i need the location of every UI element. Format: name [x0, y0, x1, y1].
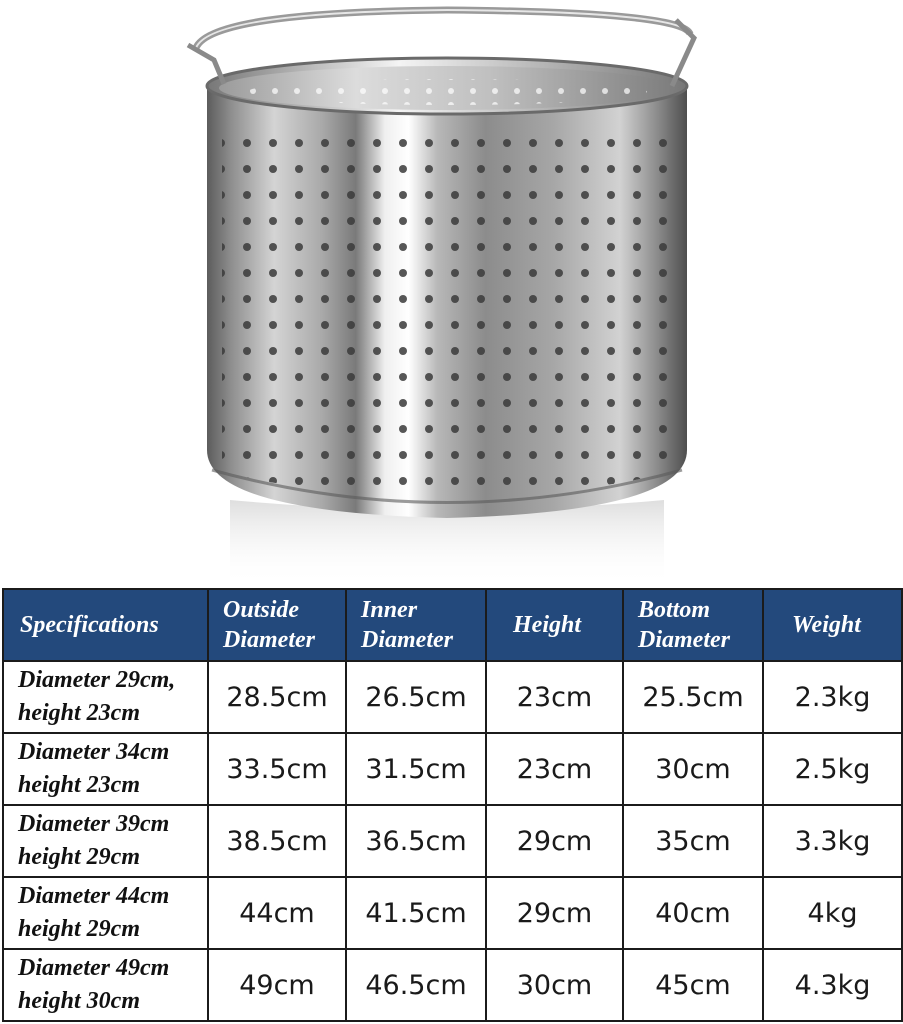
- table-row: [3, 733, 902, 805]
- header-height: Height: [486, 589, 623, 661]
- cell-outside-diameter: 44cm: [208, 877, 346, 949]
- cell-inner-diameter: 26.5cm: [346, 661, 486, 733]
- cell-weight: 4.3kg: [763, 949, 902, 1021]
- cell-height: 23cm: [486, 733, 623, 805]
- table-row: [3, 661, 902, 733]
- cell-outside-diameter: 38.5cm: [208, 805, 346, 877]
- row-spec-label: Diameter 49cm height 30cm: [3, 949, 208, 1021]
- row-spec-label: Diameter 34cm height 23cm: [3, 733, 208, 805]
- table-row: [3, 949, 902, 1021]
- cell-inner-diameter: 36.5cm: [346, 805, 486, 877]
- cell-height: 23cm: [486, 661, 623, 733]
- cell-weight: 4kg: [763, 877, 902, 949]
- cell-bottom-diameter: 45cm: [623, 949, 763, 1021]
- cell-height: 30cm: [486, 949, 623, 1021]
- row-spec-label: Diameter 39cm height 29cm: [3, 805, 208, 877]
- cell-height: 29cm: [486, 805, 623, 877]
- cell-bottom-diameter: 35cm: [623, 805, 763, 877]
- header-weight: Weight: [763, 589, 902, 661]
- row-spec-label: Diameter 29cm, height 23cm: [3, 661, 208, 733]
- header-specifications: Specifications: [3, 589, 208, 661]
- cell-weight: 2.5kg: [763, 733, 902, 805]
- header-outside-diameter: Outside Diameter: [208, 589, 346, 661]
- specifications-table: [2, 588, 903, 1022]
- header-inner-diameter: Inner Diameter: [346, 589, 486, 661]
- cell-outside-diameter: 49cm: [208, 949, 346, 1021]
- cell-bottom-diameter: 40cm: [623, 877, 763, 949]
- table-row: [3, 877, 902, 949]
- cell-inner-diameter: 31.5cm: [346, 733, 486, 805]
- cell-bottom-diameter: 30cm: [623, 733, 763, 805]
- cell-height: 29cm: [486, 877, 623, 949]
- table-header-row: [3, 589, 902, 661]
- row-spec-label: Diameter 44cm height 29cm: [3, 877, 208, 949]
- cell-bottom-diameter: 25.5cm: [623, 661, 763, 733]
- cell-weight: 2.3kg: [763, 661, 902, 733]
- cell-inner-diameter: 41.5cm: [346, 877, 486, 949]
- cell-outside-diameter: 33.5cm: [208, 733, 346, 805]
- table-row: [3, 805, 902, 877]
- cell-weight: 3.3kg: [763, 805, 902, 877]
- header-bottom-diameter: Bottom Diameter: [623, 589, 763, 661]
- cell-outside-diameter: 28.5cm: [208, 661, 346, 733]
- cell-inner-diameter: 46.5cm: [346, 949, 486, 1021]
